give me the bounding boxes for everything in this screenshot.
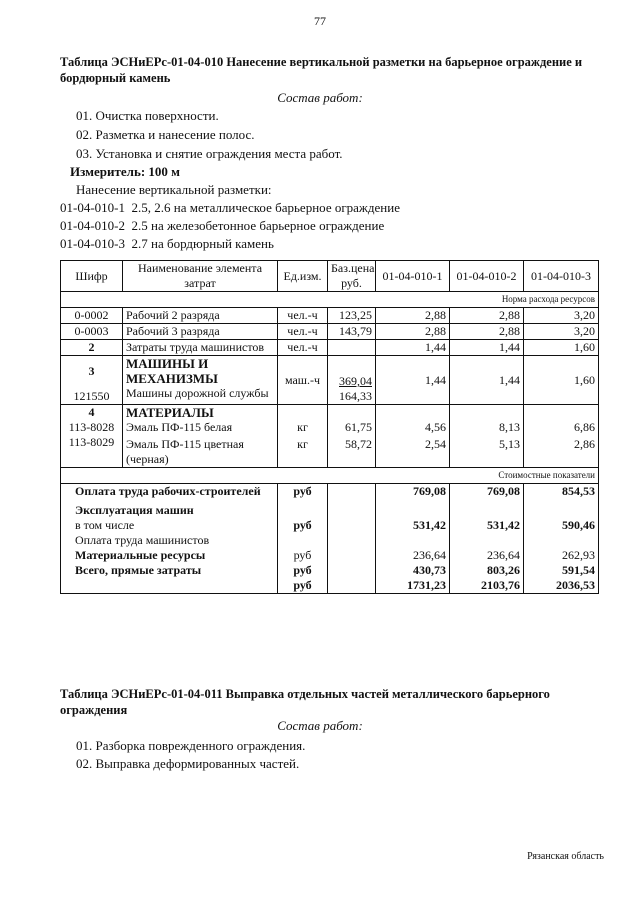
cost-empty (328, 484, 376, 594)
cost-value: 591,54 (562, 563, 595, 577)
cell-name: Затраты труда машинистов (123, 340, 278, 356)
cost-unit: руб (293, 484, 312, 498)
cost-name: Всего, прямые затраты (75, 563, 202, 577)
cost-unit: руб (293, 563, 312, 577)
cost-value: 590,46 (562, 518, 595, 532)
table-row (61, 324, 599, 340)
cell-value: 4,56 (425, 420, 446, 434)
cost-name: Оплата труда машинистов (75, 533, 210, 547)
cell-code-block (61, 405, 123, 468)
variant-desc: 2.5 на железобетонное барьерное ограждение (131, 218, 385, 233)
cost-unit-block (278, 484, 328, 594)
cell-name: Эмаль ПФ-115 белая (126, 420, 233, 434)
cost-value: 854,53 (562, 484, 595, 498)
cell-name: Рабочий 2 разряда (123, 308, 278, 324)
header-cell: Баз.цена руб. (328, 261, 376, 292)
cost-unit: руб (293, 518, 312, 532)
cost-value: 1731,23 (407, 578, 446, 592)
cell-value: 1,44 (450, 340, 524, 356)
cell-price: 58,72 (345, 437, 372, 451)
subtitle: Нанесение вертикальной разметки: (76, 182, 272, 197)
section-title: Таблица ЭСНиЕРс-01-04-011 Выправка отдельных частей металлического барьерного ограждения (60, 687, 550, 717)
cell-price: 61,75 (345, 420, 372, 434)
variant-code: 01-04-010-1 (60, 200, 125, 215)
cost-value-block (450, 484, 524, 594)
cell-price: 369,04 (339, 374, 372, 388)
cell-price (328, 340, 376, 356)
cell-code-block (61, 356, 123, 405)
cell-value-block (376, 405, 450, 468)
cell-unit: маш.-ч (278, 356, 328, 405)
header-cell: Шифр (61, 261, 123, 292)
cost-name: Оплата труда рабочих-строителей (75, 484, 261, 498)
cell-value-block (524, 405, 599, 468)
cell-unit: чел.-ч (278, 308, 328, 324)
meter-label: Измеритель: 100 м (70, 164, 181, 179)
header-cell: 01-04-010-2 (450, 261, 524, 292)
cell-name: МАТЕРИАЛЫ (126, 405, 214, 420)
cost-row (61, 484, 599, 594)
cell-price-block (328, 356, 376, 405)
cost-value: 803,26 (487, 563, 520, 577)
table-subheader (61, 292, 599, 308)
cost-value: 236,64 (413, 548, 446, 562)
cost-value-block (524, 484, 599, 594)
cell-unit-block (278, 405, 328, 468)
cell-code: 3 (88, 364, 95, 378)
variant-line (60, 218, 384, 234)
cost-value: 769,08 (487, 484, 520, 498)
work-item: 03. Установка и снятие ограждения места работ. (76, 146, 343, 161)
work-item: 02. Разметка и нанесение полос. (76, 127, 255, 142)
cell-value: 2,86 (574, 437, 595, 451)
table-header (61, 261, 599, 292)
cell-value: 8,13 (499, 420, 520, 434)
cost-name: Материальные ресурсы (75, 548, 206, 562)
cell-price: 164,33 (339, 389, 372, 403)
sostav-label: Состав работ: (277, 718, 363, 733)
cell-value: 2,88 (376, 308, 450, 324)
table-row (61, 405, 599, 468)
cost-name: в том числе (75, 518, 135, 532)
stoim-label: Стоимостные показатели (61, 468, 599, 484)
header-cell: Ед.изм. (278, 261, 328, 292)
cell-price: 143,79 (328, 324, 376, 340)
region-footer: Рязанская область (527, 851, 604, 862)
table-row (61, 356, 599, 405)
cell-code: 113-8028 (68, 420, 115, 434)
cell-code: 113-8029 (68, 435, 115, 449)
header-cell: Наименование элемента затрат (123, 261, 278, 292)
cell-unit: чел.-ч (278, 340, 328, 356)
cell-value: 1,60 (524, 356, 599, 405)
section-title: Таблица ЭСНиЕРс-01-04-010 Нанесение вертикальной разметки на барьерное ограждение и бордюрный камень (60, 55, 583, 85)
sostav-label: Состав работ: (277, 90, 363, 105)
cell-value: 5,13 (499, 437, 520, 451)
table-row (61, 340, 599, 356)
cost-name-block (61, 484, 278, 594)
cost-unit: руб (293, 578, 312, 592)
resource-table (60, 260, 599, 594)
work-item: 02. Выправка деформированных частей. (76, 756, 300, 771)
cost-value: 769,08 (413, 484, 446, 498)
cell-value-block (450, 405, 524, 468)
cell-name-block (123, 356, 278, 405)
cell-unit: чел.-ч (278, 324, 328, 340)
cost-value: 430,73 (413, 563, 446, 577)
variant-code: 01-04-010-3 (60, 236, 125, 251)
cell-price-block (328, 405, 376, 468)
table-subheader (61, 468, 599, 484)
cell-code: 2 (61, 340, 123, 356)
work-item: 01. Очистка поверхности. (76, 108, 219, 123)
cost-value: 262,93 (562, 548, 595, 562)
cell-code: 0-0002 (61, 308, 123, 324)
page-number: 77 (314, 14, 326, 28)
cell-value: 3,20 (524, 324, 599, 340)
cell-value: 1,44 (376, 356, 450, 405)
cell-value: 1,44 (376, 340, 450, 356)
work-item: 01. Разборка поврежденного ограждения. (76, 738, 306, 753)
cost-value: 2103,76 (481, 578, 520, 592)
variant-desc: 2.5, 2.6 на металлическое барьерное ограждение (131, 200, 400, 215)
cost-value: 2036,53 (556, 578, 595, 592)
cell-code: 121550 (73, 389, 110, 403)
table-row (61, 308, 599, 324)
variant-desc: 2.7 на бордюрный камень (131, 236, 274, 251)
header-cell: 01-04-010-1 (376, 261, 450, 292)
cost-value: 531,42 (487, 518, 520, 532)
variant-line (60, 200, 400, 216)
cell-value: 1,60 (524, 340, 599, 356)
cell-name: Эмаль ПФ-115 цветная (черная) (126, 437, 244, 466)
cell-value: 1,44 (450, 356, 524, 405)
norma-label: Норма расхода ресурсов (61, 292, 599, 308)
cell-name-block (123, 405, 278, 468)
cell-unit: кг (297, 420, 308, 434)
cost-value-block (376, 484, 450, 594)
cell-value: 2,88 (376, 324, 450, 340)
cost-value: 531,42 (413, 518, 446, 532)
cell-price: 123,25 (328, 308, 376, 324)
variant-code: 01-04-010-2 (60, 218, 125, 233)
cell-code: 0-0003 (61, 324, 123, 340)
cell-value: 2,88 (450, 324, 524, 340)
cell-value: 2,88 (450, 308, 524, 324)
variant-line (60, 236, 274, 252)
cost-unit: руб (293, 548, 312, 562)
cell-value: 6,86 (574, 420, 595, 434)
cell-value: 3,20 (524, 308, 599, 324)
cell-name: Рабочий 3 разряда (123, 324, 278, 340)
cell-unit: кг (297, 437, 308, 451)
cell-value: 2,54 (425, 437, 446, 451)
cell-code: 4 (88, 405, 95, 419)
cost-value: 236,64 (487, 548, 520, 562)
cell-name: МАШИНЫ И МЕХАНИЗМЫ (126, 356, 218, 386)
cost-name: Эксплуатация машин (75, 503, 194, 517)
header-cell: 01-04-010-3 (524, 261, 599, 292)
cell-name: Машины дорожной службы (126, 386, 269, 400)
